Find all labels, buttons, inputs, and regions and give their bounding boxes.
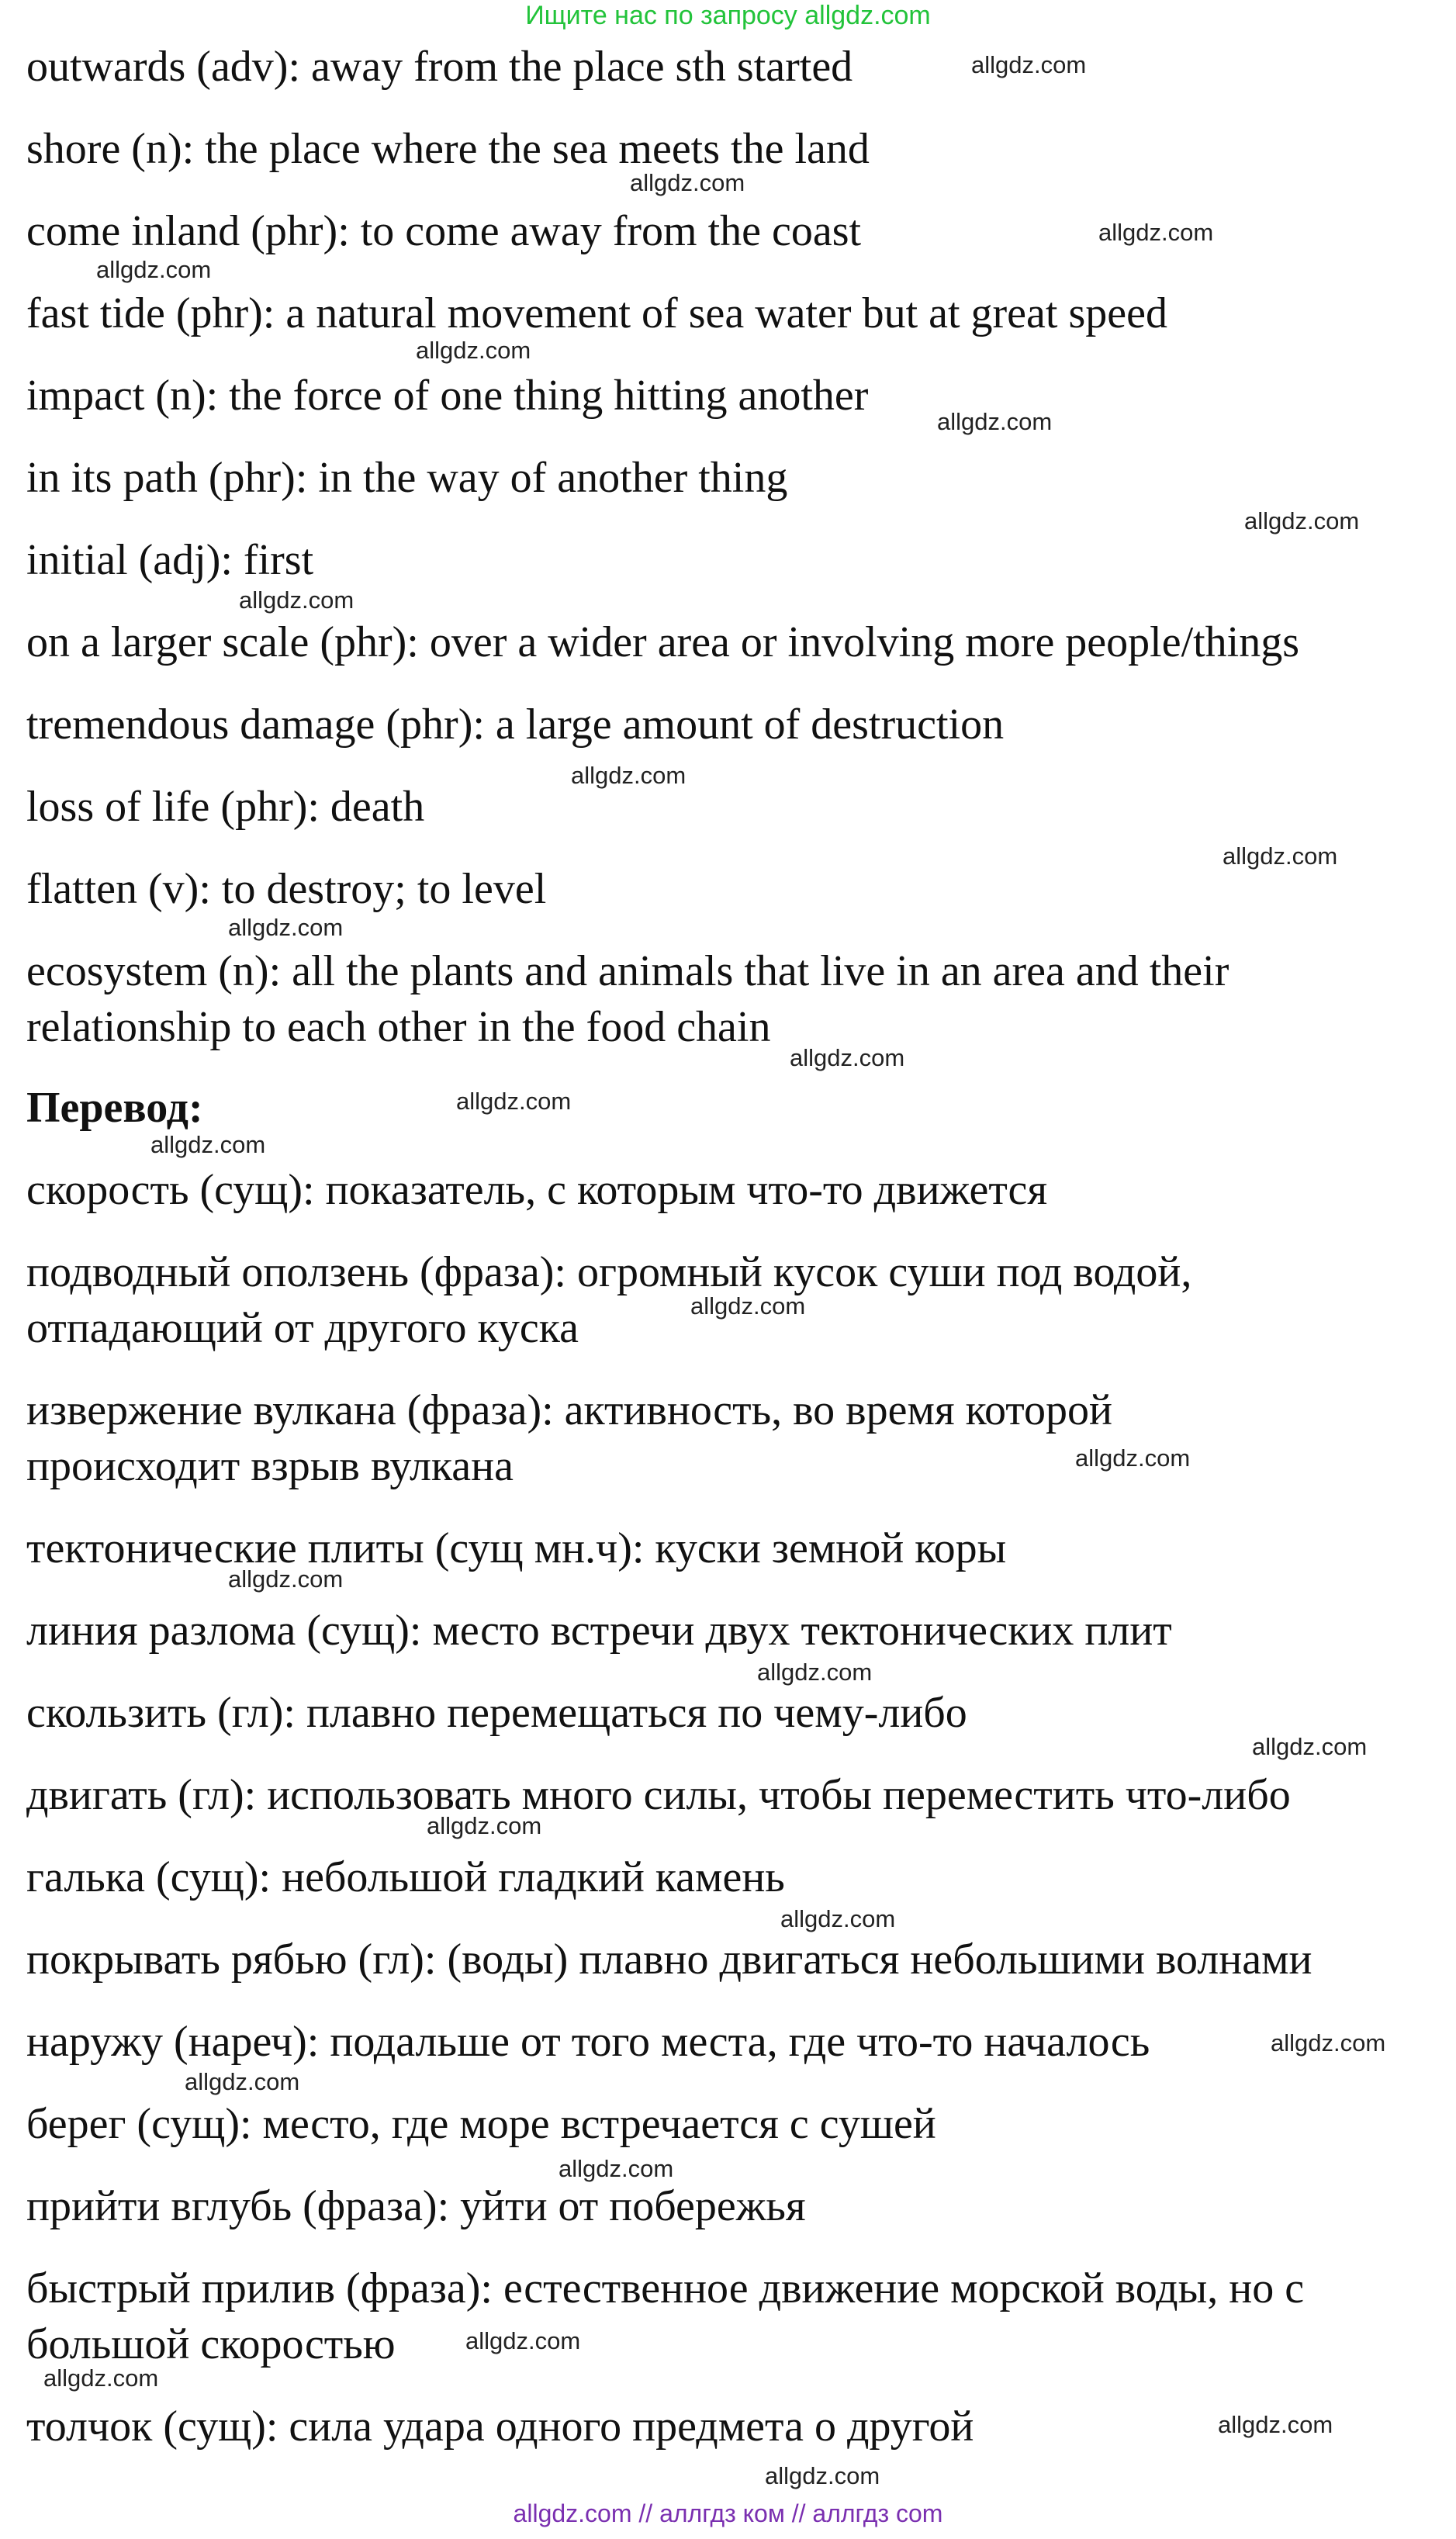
watermark: allgdz.com bbox=[1252, 1733, 1368, 1760]
watermark: allgdz.com bbox=[228, 914, 344, 941]
vocab-entry: in its path (phr): in the way of another thing bbox=[26, 454, 788, 502]
translation-entry: быстрый прилив (фраза): естественное движение морской воды, но с bbox=[26, 2264, 1305, 2312]
top-banner[interactable]: Ищите нас по запросу allgdz.com bbox=[525, 1, 931, 30]
watermark: allgdz.com bbox=[1244, 507, 1360, 534]
watermark: allgdz.com bbox=[465, 2327, 581, 2354]
vocab-entry: on a larger scale (phr): over a wider area or involving more people/things bbox=[26, 618, 1300, 666]
translation-entry: извержение вулкана (фраза): активность, во время которой bbox=[26, 1386, 1112, 1434]
translation-entry: скользить (гл): плавно перемещаться по чему-либо bbox=[26, 1689, 967, 1737]
vocab-entry: shore (n): the place where the sea meets the land bbox=[26, 125, 870, 173]
watermark: allgdz.com bbox=[1075, 1444, 1191, 1472]
translation-entry: прийти вглубь (фраза): уйти от побережья bbox=[26, 2182, 806, 2230]
watermark: allgdz.com bbox=[1218, 2411, 1333, 2438]
watermark: allgdz.com bbox=[765, 2462, 880, 2489]
translation-entry: покрывать рябью (гл): (воды) плавно двигаться небольшими волнами bbox=[26, 1935, 1312, 1984]
watermark: allgdz.com bbox=[1271, 2029, 1386, 2056]
translation-entry: линия разлома (сущ): место встречи двух тектонических плит bbox=[26, 1607, 1172, 1655]
vocab-entry: loss of life (phr): death bbox=[26, 783, 425, 831]
vocab-entry: come inland (phr): to come away from the coast bbox=[26, 207, 862, 255]
translation-entry-continuation: отпадающий от другого куска bbox=[26, 1304, 579, 1352]
watermark: allgdz.com bbox=[239, 586, 354, 614]
watermark: allgdz.com bbox=[790, 1044, 905, 1071]
translation-entry: наружу (нареч): подальше от того места, где что-то началось bbox=[26, 2018, 1150, 2066]
watermark: allgdz.com bbox=[1223, 842, 1338, 870]
translation-entry: галька (сущ): небольшой гладкий камень bbox=[26, 1853, 785, 1901]
watermark: allgdz.com bbox=[571, 762, 686, 789]
vocab-entry: fast tide (phr): a natural movement of sea water but at great speed bbox=[26, 289, 1167, 337]
watermark: allgdz.com bbox=[43, 2364, 159, 2392]
watermark: allgdz.com bbox=[416, 337, 531, 364]
vocab-entry: initial (adj): first bbox=[26, 536, 314, 584]
watermark: allgdz.com bbox=[780, 1905, 896, 1932]
vocab-entry: impact (n): the force of one thing hitting another bbox=[26, 372, 869, 420]
watermark: allgdz.com bbox=[630, 169, 745, 196]
translation-heading: Перевод: bbox=[26, 1084, 203, 1132]
translation-entry: тектонические плиты (сущ мн.ч): куски земной коры bbox=[26, 1524, 1007, 1572]
translation-entry: берег (сущ): место, где море встречается с сушей bbox=[26, 2100, 936, 2148]
watermark: allgdz.com bbox=[228, 1565, 344, 1593]
vocab-entry: outwards (adv): away from the place sth started bbox=[26, 43, 853, 91]
translation-entry: двигать (гл): использовать много силы, чтобы переместить что-либо bbox=[26, 1771, 1291, 1819]
vocab-entry: tremendous damage (phr): a large amount of destruction bbox=[26, 700, 1005, 749]
footer-links[interactable]: allgdz.com // аллгдз ком // аллгдз com bbox=[513, 2499, 943, 2527]
translation-entry-continuation: происходит взрыв вулкана bbox=[26, 1442, 514, 1490]
watermark: allgdz.com bbox=[427, 1812, 542, 1839]
watermark: allgdz.com bbox=[937, 408, 1053, 435]
translation-entry-continuation: большой скоростью bbox=[26, 2320, 396, 2368]
translation-entry: скорость (сущ): показатель, с которым что-то движется bbox=[26, 1166, 1048, 1214]
watermark: allgdz.com bbox=[150, 1131, 266, 1158]
vocab-entry-continuation: relationship to each other in the food chain bbox=[26, 1003, 771, 1051]
watermark: allgdz.com bbox=[96, 256, 212, 283]
watermark: allgdz.com bbox=[559, 2155, 674, 2182]
translation-entry: подводный оползень (фраза): огромный кусок суши под водой, bbox=[26, 1248, 1192, 1296]
translation-entry: толчок (сущ): сила удара одного предмета о другой bbox=[26, 2402, 974, 2451]
vocab-entry: ecosystem (n): all the plants and animals that live in an area and their bbox=[26, 947, 1229, 995]
watermark: allgdz.com bbox=[185, 2068, 300, 2095]
vocab-entry: flatten (v): to destroy; to level bbox=[26, 865, 547, 913]
watermark: allgdz.com bbox=[456, 1088, 572, 1115]
watermark: allgdz.com bbox=[1098, 219, 1214, 246]
watermark: allgdz.com bbox=[971, 51, 1087, 78]
watermark: allgdz.com bbox=[690, 1292, 806, 1320]
watermark: allgdz.com bbox=[757, 1659, 873, 1686]
